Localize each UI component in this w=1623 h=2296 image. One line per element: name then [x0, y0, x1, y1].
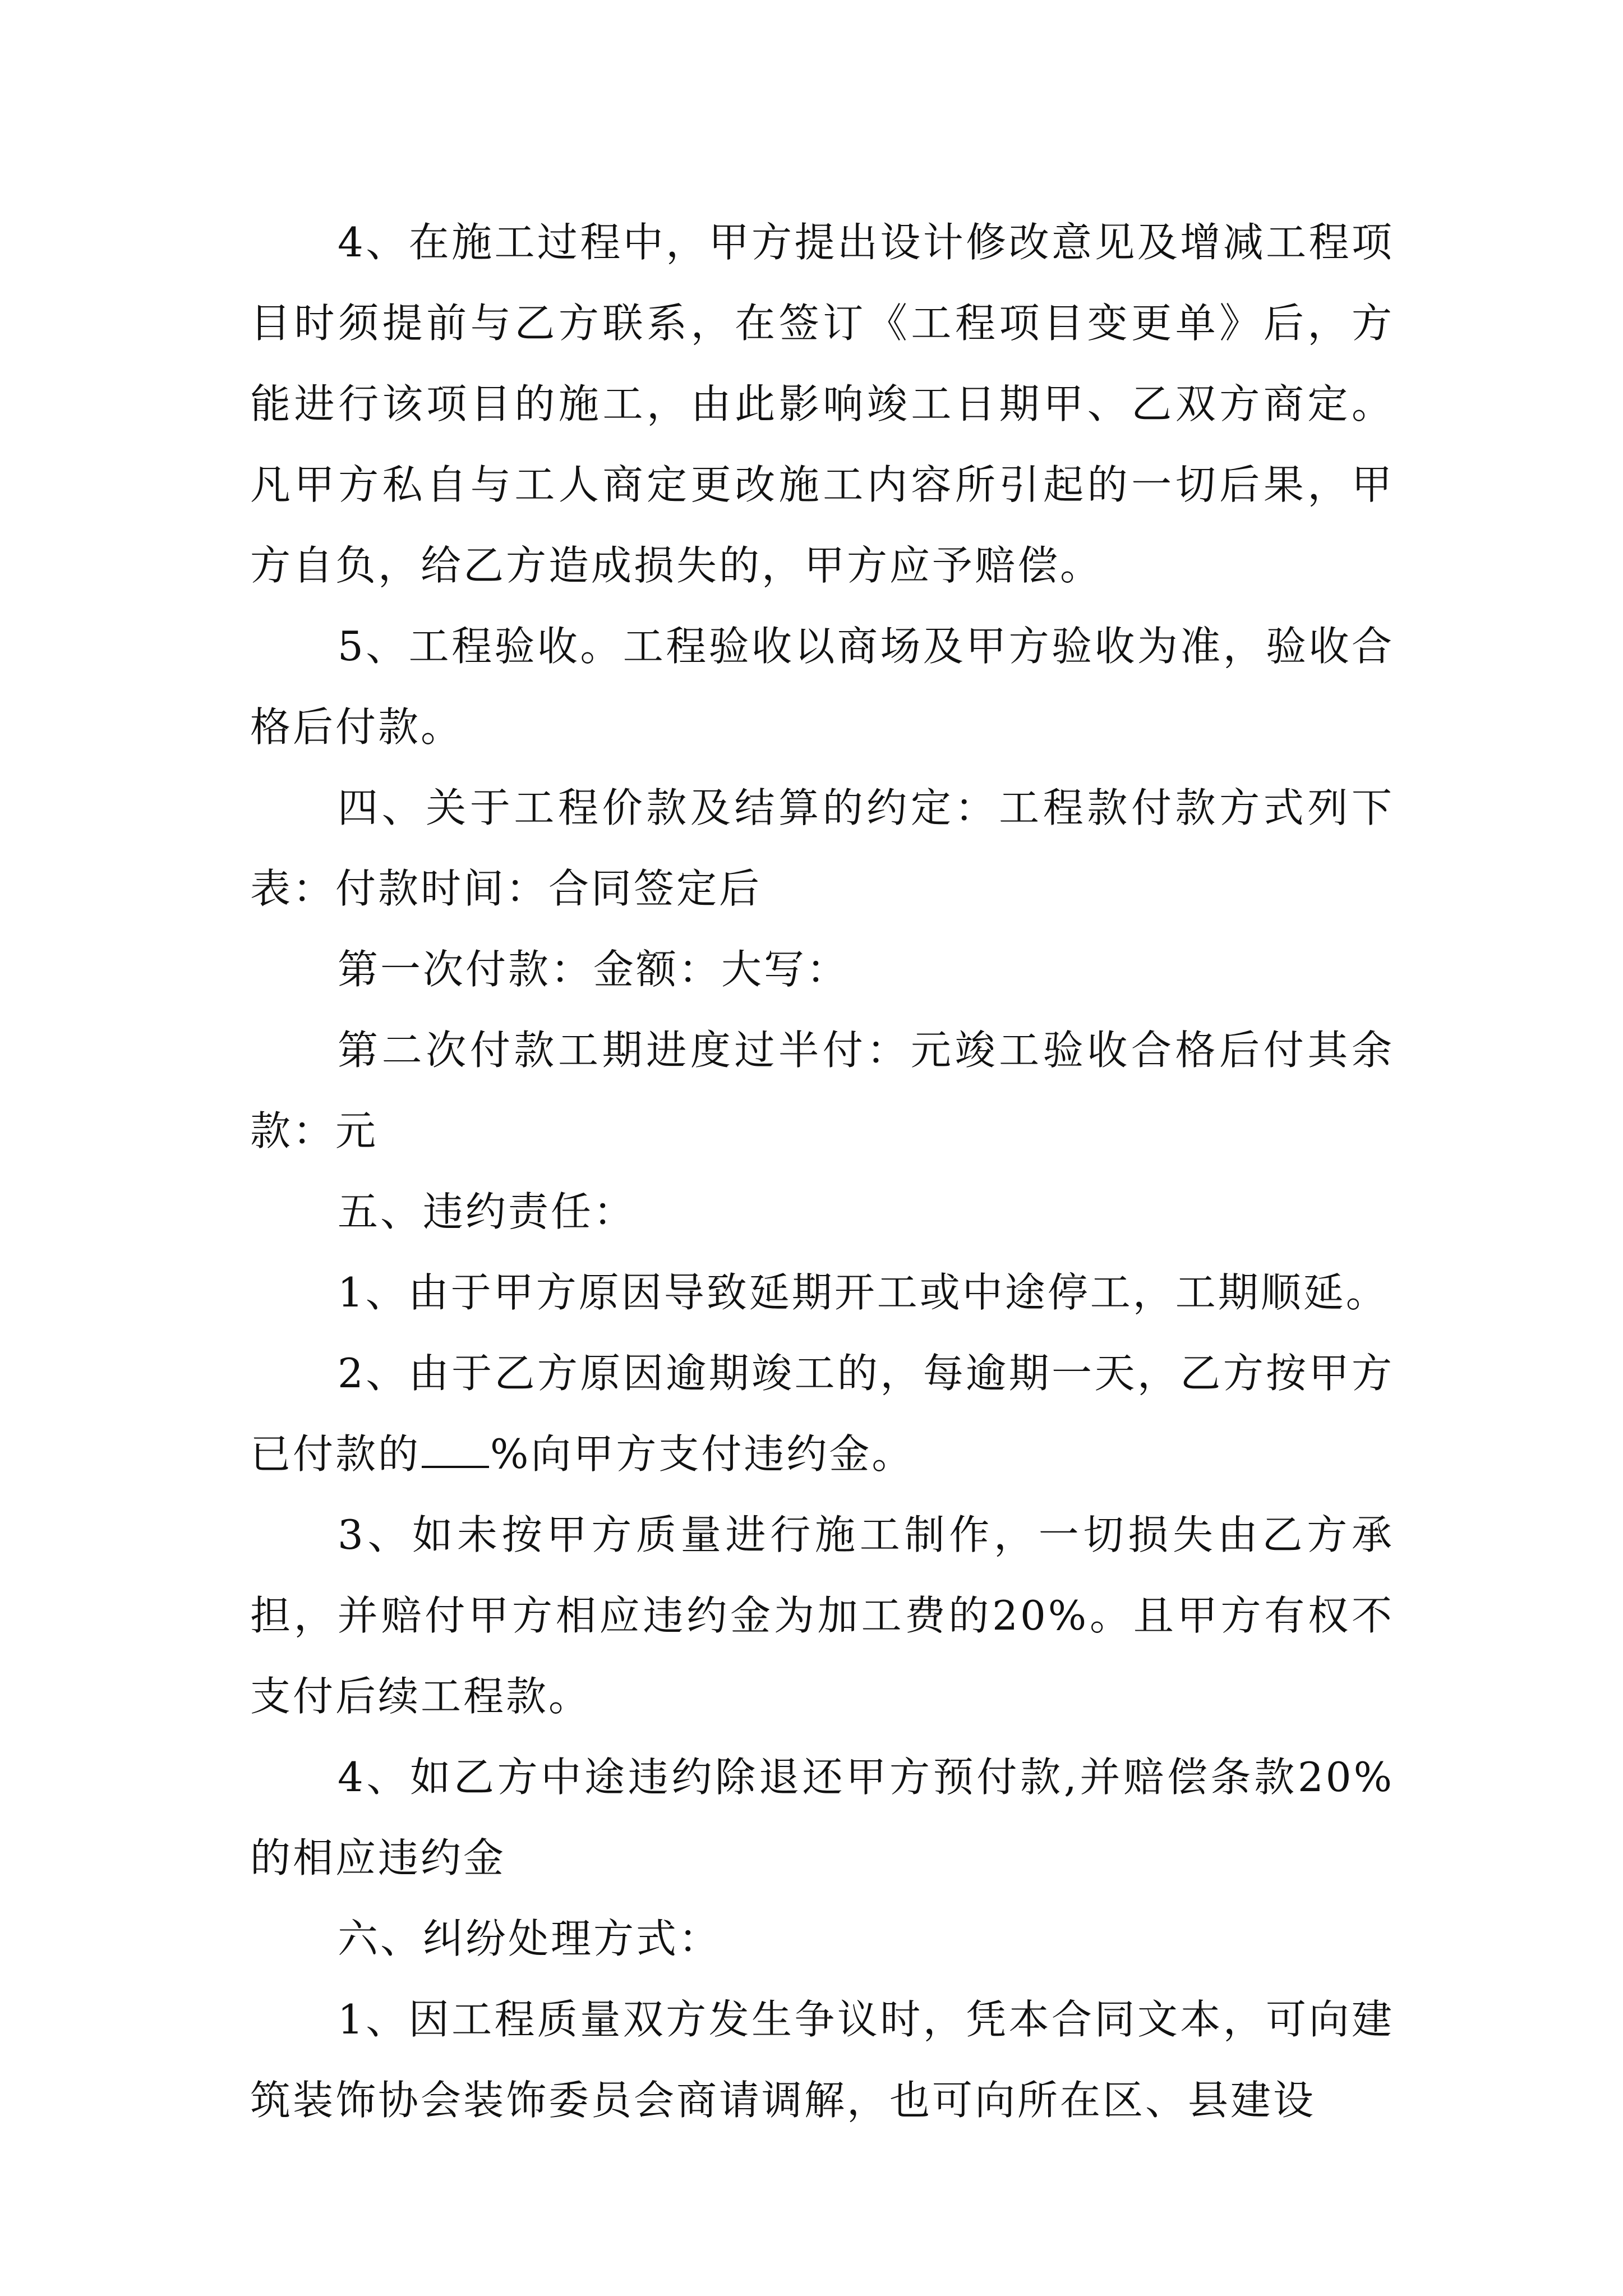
document-body [250, 202, 1394, 2141]
paragraph-clause-5-1: 1、由于甲方原因导致延期开工或中途停工，工期顺延。 [338, 1269, 1389, 1316]
paragraph-clause-3-5: 5、工程验收。工程验收以商场及甲方验收为准，验收合格后付款。 [250, 623, 1394, 751]
paragraph-first-payment: 第一次付款：金额：大写： [338, 946, 850, 993]
paragraph-clause-5-4: 4、如乙方中途违约除退还甲方预付款,并赔偿条款20%的相应违约金 [250, 1754, 1394, 1881]
paragraph-clause-6-1: 1、因工程质量双方发生争议时，凭本合同文本，可向建筑装饰协会装饰委员会商请调解，也可向所在区、县建设 [250, 1996, 1394, 2124]
fill-in-blank [422, 1432, 489, 1468]
clause-5-2-text-after: %向甲方支付违约金。 [490, 1430, 915, 1478]
section-heading-liability: 五、违约责任： [338, 1188, 637, 1235]
section-heading-payment: 四、关于工程价款及结算的约定：工程款付款方式列下表：付款时间：合同签定后 [250, 784, 1394, 912]
paragraph-second-payment: 第二次付款工期进度过半付：元竣工验收合格后付其余款：元 [250, 1027, 1394, 1154]
paragraph-clause-5-2 [250, 1333, 1394, 1494]
paragraph-clause-3-4: 4、在施工过程中，甲方提出设计修改意见及增减工程项目时须提前与乙方联系，在签订《工程项目变更单》后，方能进行该项目的施工，由此影响竣工日期甲、乙双方商定。凡甲方私自与工人商定更改施工内容所引起的一切后果，甲方自负，给乙方造成损失的，甲方应予赔偿。 [250, 219, 1394, 589]
section-heading-dispute: 六、纠纷处理方式： [338, 1915, 722, 1962]
paragraph-clause-5-3: 3、如未按甲方质量进行施工制作，一切损失由乙方承担，并赔付甲方相应违约金为加工费的20%。且甲方有权不支付后续工程款。 [250, 1511, 1394, 1720]
clause-5-2-text-before: 2、由于乙方原因逾期竣工的，每逾期一天，乙方按甲方已付款的 [250, 1350, 1394, 1478]
